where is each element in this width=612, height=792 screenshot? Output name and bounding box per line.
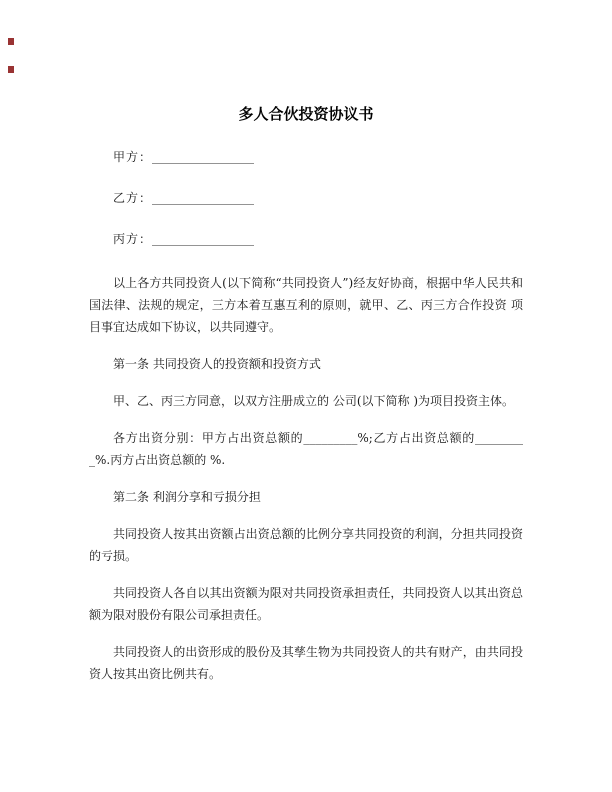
party-a-label: 甲方： — [113, 150, 153, 164]
document-content — [89, 105, 523, 700]
paragraph-liability: 共同投资人各自以其出资额为限对共同投资承担责任，共同投资人以其出资总额为限对股份有限公司承担责任。 — [89, 586, 523, 622]
paragraph-company: 甲、乙、丙三方同意，以双方注册成立的 公司(以下简称 )为项目投资主体。 — [113, 394, 514, 408]
document-title: 多人合伙投资协议书 — [238, 105, 374, 123]
paragraph-intro: 以上各方共同投资人(以下简称“共同投资人”)经友好协商，根据中华人民共和国法律、法规的规定，三方本着互惠互利的原则，就甲、乙、丙三方合作投资 项目事宜达成如下协议，以共同遵守。 — [89, 276, 523, 334]
red-corner-mark — [8, 66, 14, 73]
paragraph-shared-property: 共同投资人的出资形成的股份及其孳生物为共同投资人的共有财产，由共同投资人按其出资比例共有。 — [89, 645, 523, 681]
party-c-line — [89, 231, 523, 247]
red-corner-mark — [8, 38, 14, 45]
party-a-blank: _________________ — [152, 150, 255, 164]
party-a-line — [89, 149, 523, 165]
party-b-line — [89, 190, 523, 206]
paragraph-contribution-shares: 各方出资分别：甲方占出资总额的_________%;乙方占出资总额的_________%.丙方占出资总额的 %. — [89, 431, 523, 467]
party-c-blank: _________________ — [152, 232, 255, 246]
party-b-blank: _________________ — [152, 191, 255, 205]
party-c-label: 丙方： — [113, 232, 153, 246]
paragraph-profit-loss: 共同投资人按其出资额占出资总额的比例分享共同投资的利润，分担共同投资的亏损。 — [89, 527, 523, 563]
party-b-label: 乙方： — [113, 191, 153, 205]
article-2-heading: 第二条 利润分享和亏损分担 — [113, 490, 261, 504]
article-1-heading: 第一条 共同投资人的投资额和投资方式 — [113, 357, 321, 371]
